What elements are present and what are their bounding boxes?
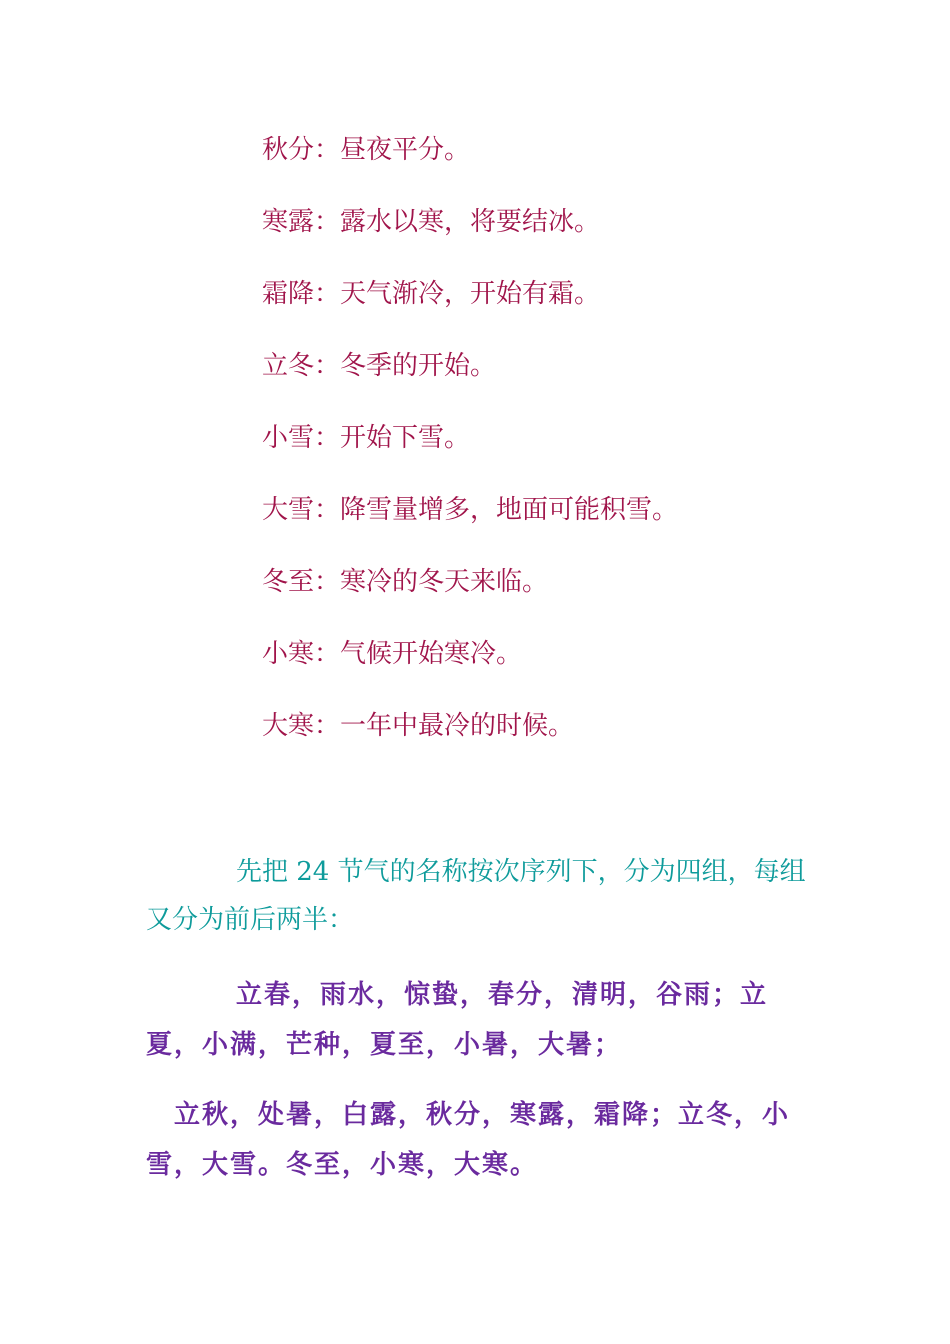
term-xiaohan: 小寒：气候开始寒冷。 xyxy=(262,639,523,669)
term-dongzhi: 冬至：寒冷的冬天来临。 xyxy=(262,567,549,597)
intro-text: 先把 24 节气的名称按次序列下，分为四组，每组又分为前后两半： xyxy=(146,857,806,935)
solar-term-definitions xyxy=(262,128,862,776)
term-xiaoxue: 小雪：开始下雪。 xyxy=(262,423,471,453)
term-dahan: 大寒：一年中最冷的时候。 xyxy=(262,711,575,741)
term-shuangjiang: 霜降：天气渐冷，开始有霜。 xyxy=(262,279,601,309)
sequence-text-2: 立秋，处暑，白露，秋分，寒露，霜降；立冬，小雪，大雪。冬至，小寒，大寒。 xyxy=(146,1100,791,1180)
sequence-text-1: 立春，雨水，惊蛰，春分，清明，谷雨；立夏，小满，芒种，夏至，小暑，大暑； xyxy=(146,980,769,1060)
term-daxue: 大雪：降雪量增多，地面可能积雪。 xyxy=(262,495,679,525)
sequence-paragraph-1 xyxy=(146,970,806,1070)
term-lidong: 立冬：冬季的开始。 xyxy=(262,351,497,381)
intro-paragraph xyxy=(146,848,806,944)
sequence-paragraph-2 xyxy=(146,1090,806,1190)
term-hanlu: 寒露：露水以寒，将要结冰。 xyxy=(262,207,601,237)
term-qiufen: 秋分：昼夜平分。 xyxy=(262,135,471,165)
